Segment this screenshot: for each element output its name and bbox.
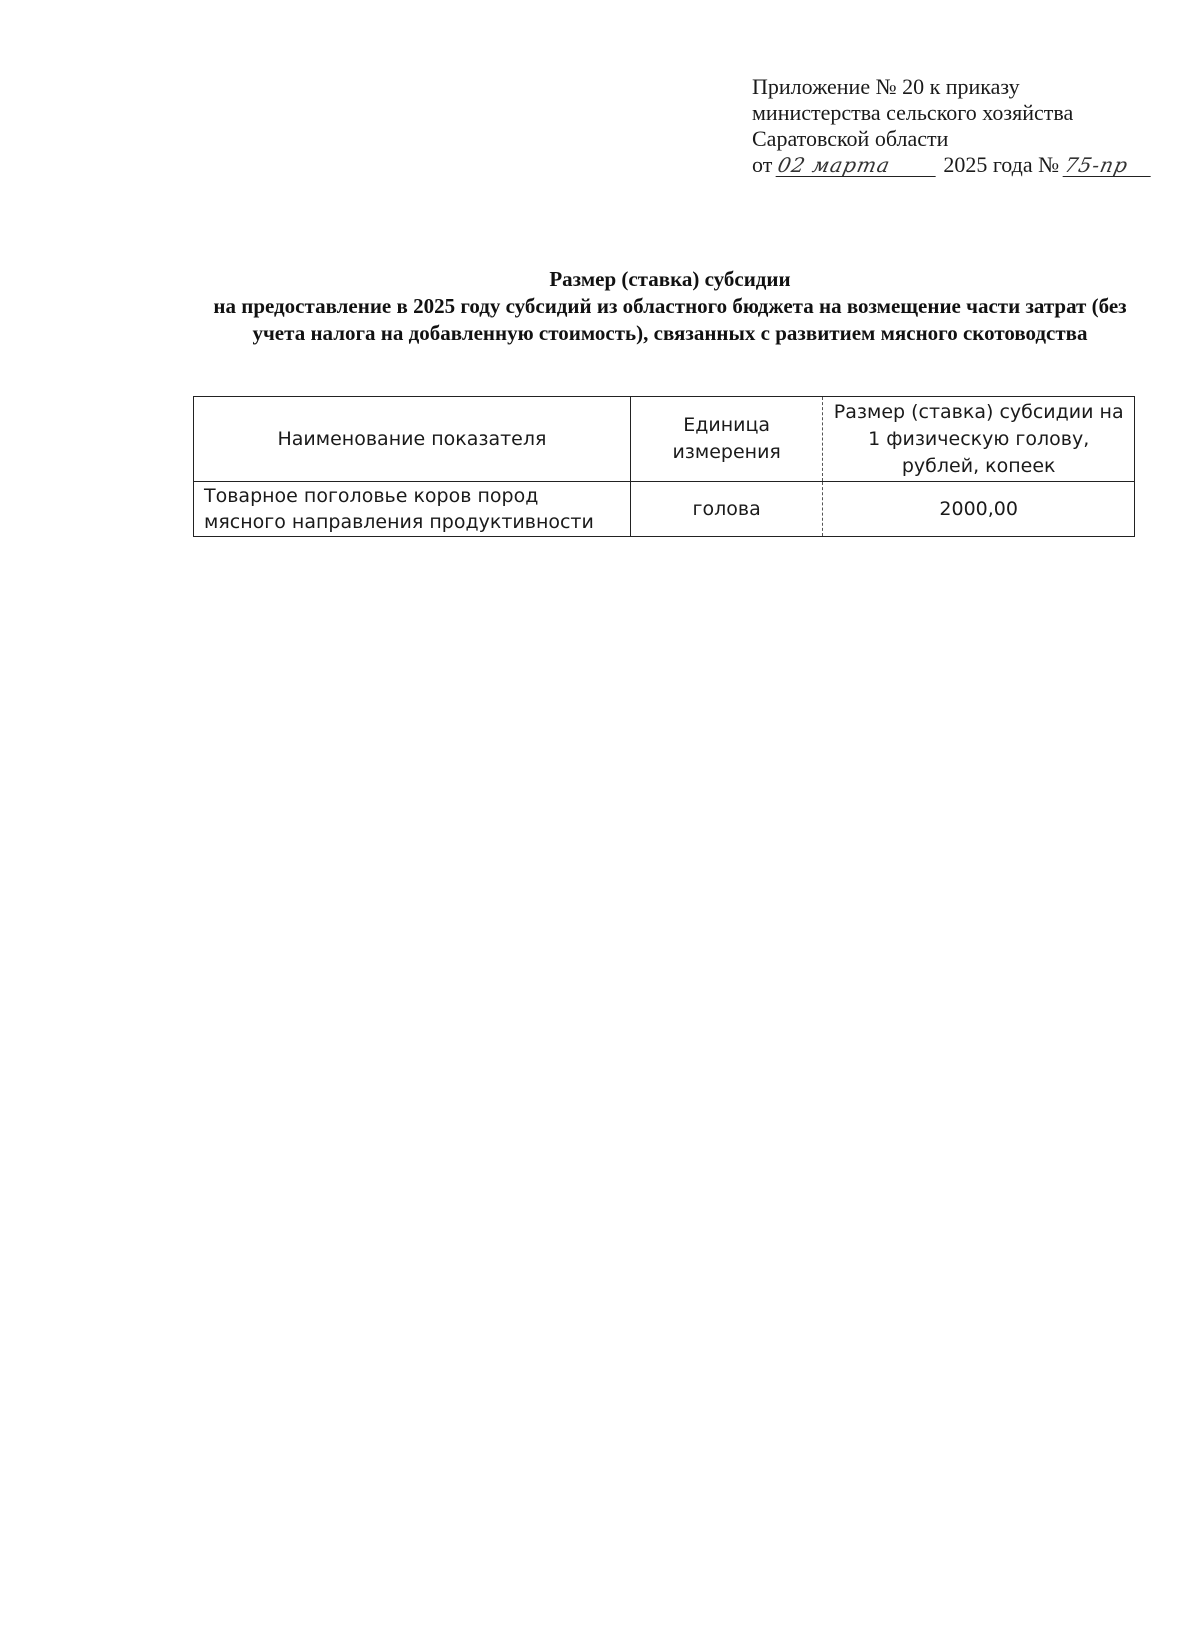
date-prefix: от xyxy=(752,152,773,177)
appendix-header xyxy=(752,74,1172,178)
title-line-1: Размер (ставка) субсидии xyxy=(549,267,791,291)
table-header-row xyxy=(194,397,1135,482)
subsidy-rate-table xyxy=(193,396,1135,537)
appendix-line-3: Саратовской области xyxy=(752,126,949,151)
header-unit: Единица измерения xyxy=(630,397,822,482)
appendix-date-line xyxy=(752,152,1172,178)
handwritten-number: 75-пр xyxy=(1062,154,1155,177)
cell-rate: 2000,00 xyxy=(823,482,1135,537)
table-row xyxy=(194,482,1135,537)
cell-unit: голова xyxy=(630,482,822,537)
year-text: 2025 года xyxy=(943,152,1033,177)
appendix-line-1: Приложение № 20 к приказу xyxy=(752,74,1020,99)
header-rate: Размер (ставка) субсидии на 1 физическую голову, рублей, копеек xyxy=(823,397,1135,482)
appendix-line-2: министерства сельского хозяйства xyxy=(752,100,1074,125)
title-line-2: на предоставление в 2025 году субсидий из областного бюджета на возмещение части затрат (без учета налога на добавленную стоимость), связанных с развитием мясного скотоводства xyxy=(213,294,1127,345)
number-prefix: № xyxy=(1038,152,1060,177)
cell-indicator-name: Товарное поголовье коров пород мясного направления продуктивности xyxy=(194,482,631,537)
handwritten-date: 02 марта xyxy=(775,154,940,177)
document-title xyxy=(190,266,1150,347)
header-indicator-name: Наименование показателя xyxy=(194,397,631,482)
